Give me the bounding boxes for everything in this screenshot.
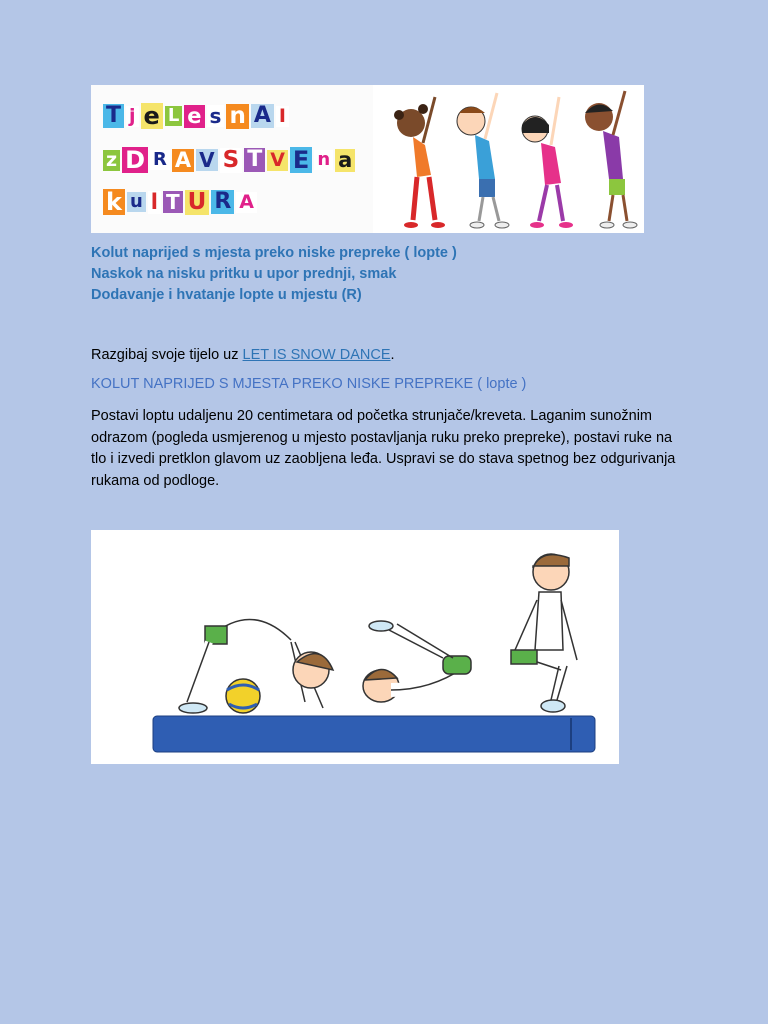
title-letter: A [172,149,194,172]
title-line-2 [103,147,355,173]
title-letter: T [244,148,265,172]
title-letter: T [103,104,124,128]
lesson-topics [91,243,457,306]
title-letter: s [207,105,225,127]
let-is-snow-dance-link[interactable]: LET IS SNOW DANCE [242,347,391,363]
kid-2 [457,93,509,228]
forward-roll-illustration [91,530,619,764]
title-letter: R [211,190,234,214]
title-letter: L [165,106,182,126]
title-letter: R [150,150,170,170]
topic-3: Dodavanje i hvatanje lopte u mjestu (R) [91,287,362,303]
section-body: Postavi loptu udaljenu 20 centimetara od početka strunjače/kreveta. Laganim sunožnim odrazom (pogleda usmjerenog u mjesto postavljanja ruku preko prepreke), postavi ruke na tlo i izvedi pretklon glavom uz zaobljena leđa. Uspravi se do stava spetnog bez odgurivanja rukama od podloge. [91,408,676,489]
title-letter: l [148,191,161,214]
title-letter: S [220,148,243,173]
header-banner [91,85,644,233]
title-letter: n [226,104,248,129]
title-letter: u [127,192,146,212]
title-line-1 [103,103,289,129]
figure-standing [511,554,577,712]
ball-icon [226,679,260,713]
kids-stretching-illustration [373,85,644,233]
section-heading: KOLUT NAPRIJED S MJESTA PREKO NISKE PREPREKE ( lopte ) [91,376,527,392]
warmup-suffix: . [390,347,395,363]
kid-3 [522,97,573,228]
title-letter: j [126,106,139,127]
title-letter: n [314,150,333,170]
title-letter: E [290,147,312,173]
title-letter: A [236,192,257,213]
title-line-3 [103,189,257,215]
kids-svg [373,85,643,233]
subject-title-logo [91,85,373,233]
title-letter: e [184,105,204,128]
kid-1 [394,97,445,228]
title-letter: A [251,104,274,128]
topic-2: Naskok na nisku pritku u upor prednji, smak [91,266,397,282]
warmup-prefix: Razgibaj svoje tijelo uz [91,347,243,363]
title-letter: D [122,147,148,173]
kid-4 [585,91,637,228]
title-letter: z [103,150,120,171]
title-letter: a [335,149,355,172]
title-letter: V [196,149,217,171]
title-letter: U [185,190,210,215]
title-letter: V [267,150,288,171]
title-letter: e [141,103,163,129]
forward-roll-svg [91,530,619,764]
warmup-paragraph [91,345,395,366]
figure-rolling [363,621,471,702]
title-letter: T [163,191,183,213]
title-letter: k [103,189,125,215]
mat [153,716,595,752]
topic-1: Kolut naprijed s mjesta preko niske prepreke ( lopte ) [91,245,457,261]
title-letter: I [276,106,289,127]
